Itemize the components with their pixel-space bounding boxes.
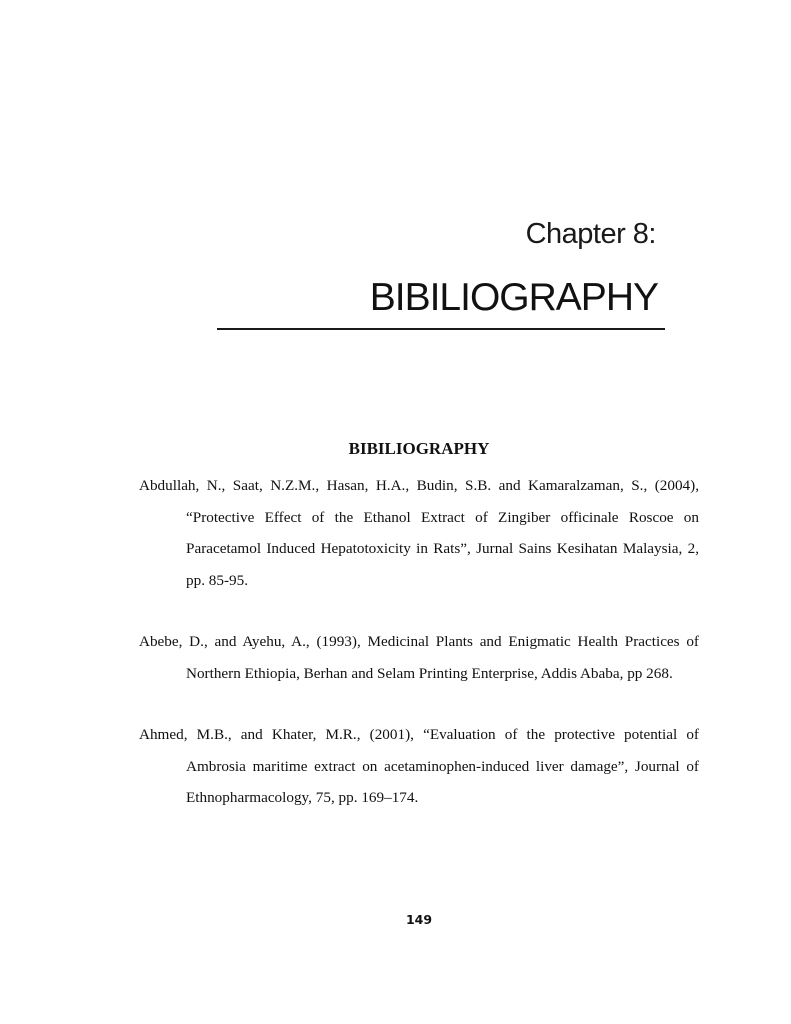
- bibliography-entry: Ahmed, M.B., and Khater, M.R., (2001), “Evaluation of the protective potential of Ambrosia maritime extract on acetaminophen-induced liver damage”, Journal of Ethnopharmacology, 75, pp. 169–174.: [139, 726, 699, 806]
- page-number: 149: [405, 912, 433, 927]
- bibliography-entry: Abebe, D., and Ayehu, A., (1993), Medicinal Plants and Enigmatic Health Practices of Northern Ethiopia, Berhan and Selam Printing Enterprise, Addis Ababa, pp 268.: [139, 633, 699, 682]
- bibliography-entry: Abdullah, N., Saat, N.Z.M., Hasan, H.A., Budin, S.B. and Kamaralzaman, S., (2004), “Protective Effect of the Ethanol Extract of Zingiber officinale Roscoe on Paracetamol Induced Hepatotoxicity in Rats”, Jurnal Sains Kesihatan Malaysia, 2, pp. 85-95.: [139, 477, 699, 589]
- chapter-divider-rule: [217, 328, 665, 330]
- bibliography-list: [139, 470, 699, 844]
- chapter-title: BIBILIOGRAPHY: [369, 276, 658, 319]
- chapter-number-label: Chapter 8:: [525, 218, 656, 250]
- section-heading: BIBILIOGRAPHY: [348, 439, 490, 458]
